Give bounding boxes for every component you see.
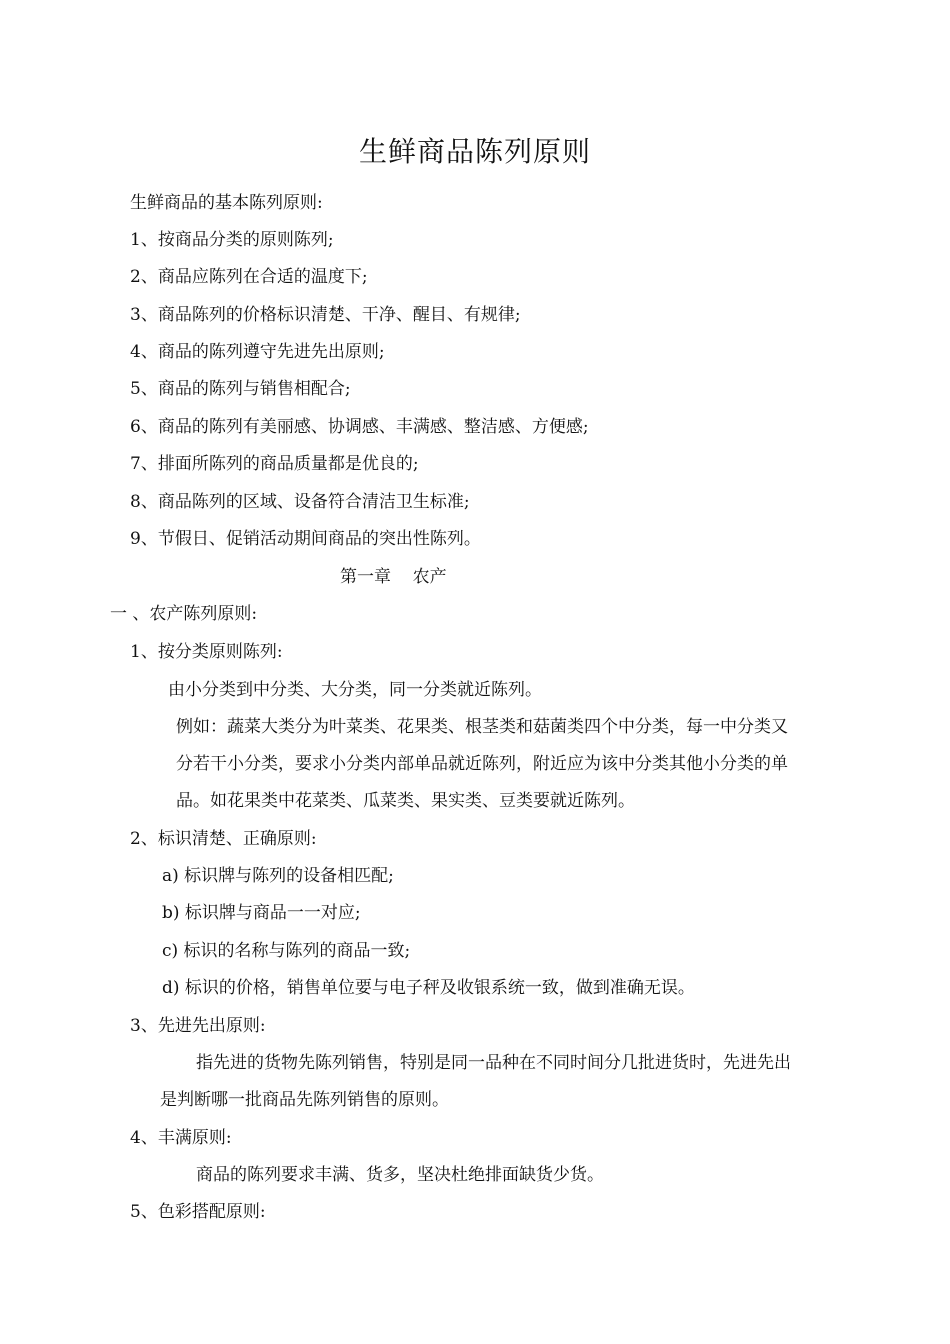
paragraph-line: 分若干小分类，要求小分类内部单品就近陈列，附近应为该中分类其他小分类的单 bbox=[176, 754, 788, 774]
paragraph-line: 例如：蔬菜大类分为叶菜类、花果类、根茎类和菇菌类四个中分类，每一中分类又 bbox=[176, 717, 788, 737]
list-item: c) 标识的名称与陈列的商品一致; bbox=[162, 941, 411, 961]
paragraph-line: 是判断哪一批商品先陈列销售的原则。 bbox=[160, 1090, 449, 1110]
basic-rule: 6、商品的陈列有美丽感、协调感、丰满感、整洁感、方便感; bbox=[130, 417, 589, 437]
principle-heading: 3、先进先出原则: bbox=[130, 1016, 266, 1036]
principle-heading: 4、丰满原则: bbox=[130, 1128, 232, 1148]
list-item: a) 标识牌与陈列的设备相匹配; bbox=[162, 866, 394, 886]
basic-rule: 7、排面所陈列的商品质量都是优良的; bbox=[130, 454, 419, 474]
paragraph-line: 商品的陈列要求丰满、货多，坚决杜绝排面缺货少货。 bbox=[196, 1165, 604, 1185]
principle-heading: 2、标识清楚、正确原则: bbox=[130, 829, 317, 849]
basic-rule: 1、按商品分类的原则陈列; bbox=[130, 230, 334, 250]
list-item: b) 标识牌与商品一一对应; bbox=[162, 903, 361, 923]
list-item: d) 标识的价格，销售单位要与电子秤及收银系统一致，做到准确无误。 bbox=[162, 978, 695, 998]
section-heading: 一 、农产陈列原则: bbox=[110, 604, 258, 624]
basic-rule: 5、商品的陈列与销售相配合; bbox=[130, 379, 351, 399]
chapter-heading: 第一章 农产 bbox=[340, 567, 447, 587]
paragraph-line: 指先进的货物先陈列销售，特别是同一品种在不同时间分几批进货时，先进先出 bbox=[196, 1053, 791, 1073]
basic-rule: 9、节假日、促销活动期间商品的突出性陈列。 bbox=[130, 529, 481, 549]
paragraph-line: 品。如花果类中花菜类、瓜菜类、果实类、豆类要就近陈列。 bbox=[176, 791, 635, 811]
paragraph-line: 由小分类到中分类、大分类，同一分类就近陈列。 bbox=[168, 680, 542, 700]
basic-rule: 2、商品应陈列在合适的温度下; bbox=[130, 267, 368, 287]
basic-rule: 3、商品陈列的价格标识清楚、干净、醒目、有规律; bbox=[130, 305, 521, 325]
basic-rule: 4、商品的陈列遵守先进先出原则; bbox=[130, 342, 385, 362]
principle-heading: 5、色彩搭配原则: bbox=[130, 1202, 266, 1222]
principle-heading: 1、按分类原则陈列: bbox=[130, 642, 283, 662]
basic-rule: 8、商品陈列的区域、设备符合清洁卫生标准; bbox=[130, 492, 470, 512]
intro-text: 生鲜商品的基本陈列原则: bbox=[130, 193, 323, 213]
page-title: 生鲜商品陈列原则 bbox=[358, 135, 591, 168]
